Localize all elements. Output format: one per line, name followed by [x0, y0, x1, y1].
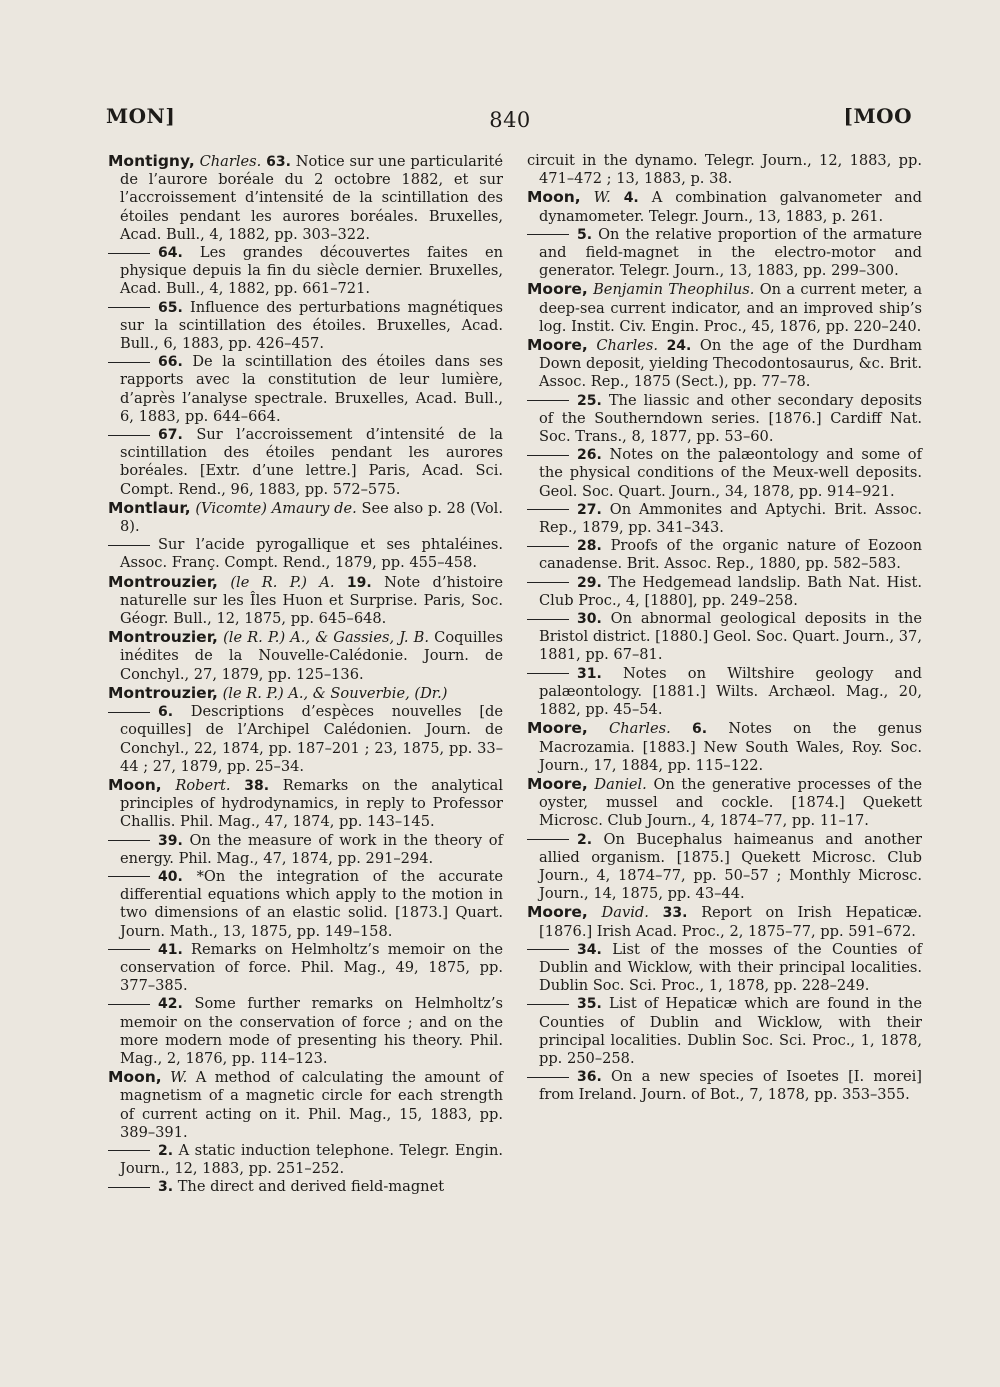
ditto-rule: [527, 1077, 569, 1078]
entry-text: On a new species of Isoetes [I. morei] from Ireland. Journ. of Bot., 7, 1878, pp. 353–355.: [539, 1068, 922, 1104]
entry-text: On Bucephalus haimeanus and another allied organism. [1875.] Quekett Microsc. Club Journ., 4, 1874–77, pp. 50–57 ; Monthly Microsc. Journ., 14, 1875, pp. 43–44.: [539, 830, 922, 903]
entry-text: On Ammonites and Aptychi. Brit. Assoc. Rep., 1879, pp. 341–343.: [539, 500, 923, 537]
author-entry: [527, 719, 922, 775]
author-given-name: (le R. P.) A., & Gassies, J. B.: [223, 629, 430, 647]
entry-text: Notes on the palæontology and some of the physical conditions of the Meux-well deposits. Geol. Soc. Quart. Journ., 34, 1878, pp. 914–921.: [539, 446, 922, 500]
entry-number: 39.: [158, 832, 183, 849]
ditto-rule: [108, 307, 150, 308]
entry-text: A combination galvanometer and dynamometer. Telegr. Journ., 13, 1883, p. 261.: [539, 189, 923, 225]
entry-text: On the generative processes of the oyster, mussel and cockle. [1874.] Quekett Microsc. Club Journ., 4, 1874–77, pp. 11–17.: [539, 775, 923, 830]
ditto-rule: [108, 545, 150, 546]
entry-number: 36.: [577, 1069, 602, 1086]
sub-entry: [108, 244, 503, 299]
entry-text: circuit in the dynamo. Telegr. Journ., 12, 1883, pp. 471–472 ; 13, 1883, p. 38.: [527, 152, 922, 188]
sub-entry: [527, 941, 922, 996]
ditto-rule: [108, 1004, 150, 1005]
entry-text: Notice sur une particularité de l’aurore boréale du 2 octobre 1882, et sur l’accroissement d’intensité de la scintillation des étoiles pendant les aurores boréales. Bruxelles, Acad. Bull., 4, 1882, pp. 303–322.: [120, 153, 504, 243]
ditto-rule: [108, 1187, 150, 1188]
ditto-rule: [527, 839, 569, 840]
ditto-rule: [527, 234, 569, 235]
author-given-name: Charles.: [199, 153, 262, 170]
author-entry: [108, 1068, 503, 1142]
author-entry: [108, 152, 503, 244]
entry-number: 35.: [577, 996, 602, 1013]
sub-entry: [108, 1178, 503, 1196]
sub-entry: [108, 1142, 503, 1178]
sub-entry: [527, 152, 922, 188]
entry-number: 33.: [662, 905, 688, 922]
ditto-rule: [108, 362, 150, 363]
author-surname: Moore,: [527, 280, 588, 299]
entry-number: 40.: [158, 868, 183, 885]
entry-number: 65.: [158, 299, 183, 316]
entry-number: 24.: [666, 338, 692, 355]
entry-text: Les grandes découvertes faites en physique depuis la fin du siècle dernier. Bruxelles, Acad. Bull., 4, 1882, pp. 661–721.: [120, 244, 503, 298]
entry-text: The Hedgemead landslip. Bath Nat. Hist. Club Proc., 4, [1880], pp. 249–258.: [539, 573, 922, 609]
entry-number: 6.: [158, 704, 174, 721]
author-entry: [527, 775, 922, 831]
author-surname: Moore,: [527, 903, 588, 922]
author-given-name: (le R. P.) A., & Souverbie, (Dr.): [222, 684, 448, 702]
entry-number: 2.: [158, 1142, 174, 1159]
author-surname: Moon,: [108, 775, 162, 794]
author-entry: [108, 499, 503, 536]
sub-entry: [108, 868, 503, 941]
author-entry: [527, 188, 922, 225]
ditto-rule: [108, 253, 150, 254]
sub-entry: [108, 536, 503, 572]
entry-text: Proofs of the organic nature of Eozoon canadense. Brit. Assoc. Rep., 1880, pp. 582–583.: [539, 537, 922, 573]
sub-entry: [108, 995, 503, 1068]
author-entry: [108, 573, 503, 629]
author-surname: Moon,: [108, 1068, 162, 1087]
ditto-rule: [527, 455, 569, 456]
entry-text: De la scintillation des étoiles dans ses rapports avec la constitution de leur lumière, d’après l’analyse spectrale. Bruxelles, Acad. Bull., 6, 1883, pp. 644–664.: [120, 353, 503, 425]
entry-text: Descriptions d’espèces nouvelles [de coquilles] de l’Archipel Calédonien. Journ. de Conchyl., 22, 1874, pp. 187–201 ; 23, 1875, pp. 33–44 ; 27, 1879, pp. 25–34.: [120, 703, 504, 775]
ditto-rule: [108, 840, 150, 841]
ditto-rule: [108, 712, 150, 713]
author-surname: Moore,: [527, 774, 588, 793]
entry-number: 3.: [158, 1179, 174, 1196]
ditto-rule: [527, 546, 569, 547]
author-given-name: (le R. P.) A.: [230, 573, 335, 591]
author-given-name: David.: [601, 904, 649, 922]
ditto-rule: [527, 582, 569, 583]
entry-text: Some further remarks on Helmholtz’s memoir on the conservation of force ; and on the more modern mode of presenting his theory. Phil. Mag., 2, 1876, pp. 114–123.: [120, 995, 503, 1067]
entry-text: *On the integration of the accurate differential equations which apply to the motion in two dimensions of an elastic solid. [1873.] Quart. Journ. Math., 13, 1875, pp. 149–158.: [120, 867, 504, 940]
author-given-name: (Vicomte) Amaury de.: [195, 499, 357, 517]
right-column: [527, 152, 922, 1105]
entry-number: 63.: [266, 154, 291, 170]
sub-entry: [527, 392, 922, 447]
sub-entry: [108, 832, 503, 868]
entry-number: 26.: [577, 447, 602, 464]
page-number: 840: [489, 108, 531, 132]
entry-number: 34.: [577, 941, 602, 958]
author-surname: Montrouzier,: [108, 683, 218, 702]
sub-entry: [108, 941, 503, 996]
entry-text: See also p. 28 (Vol. 8).: [120, 499, 503, 536]
ditto-rule: [108, 949, 150, 950]
author-entry: [527, 903, 922, 940]
entry-number: 38.: [244, 777, 270, 794]
sub-entry: [527, 574, 922, 610]
ditto-rule: [527, 673, 569, 674]
ditto-rule: [527, 949, 569, 950]
author-entry: [108, 684, 503, 703]
entry-number: 19.: [346, 574, 372, 591]
sub-entry: [108, 703, 503, 776]
author-given-name: Benjamin Theophilus.: [593, 281, 755, 299]
author-entry: [527, 336, 922, 392]
entry-text: Note d’histoire naturelle sur les Îles Huon et Surprise. Paris, Soc. Géogr. Bull., 12, 1875, pp. 645–648.: [120, 573, 504, 628]
entry-number: 28.: [577, 538, 602, 555]
entry-number: 29.: [577, 574, 602, 591]
author-surname: Montlaur,: [108, 498, 191, 517]
author-given-name: W.: [593, 189, 611, 207]
entry-number: 30.: [577, 611, 602, 628]
author-entry: [108, 628, 503, 684]
author-surname: Moon,: [527, 188, 581, 207]
entry-text: Coquilles inédites de la Nouvelle-Calédonie. Journ. de Conchyl., 27, 1879, pp. 125–136.: [120, 629, 503, 683]
entry-text: Notes on the genus Macrozamia. [1883.] New South Wales, Roy. Soc. Journ., 17, 1884, pp. 115–122.: [539, 720, 923, 774]
entry-text: Report on Irish Hepaticæ. [1876.] Irish Acad. Proc., 2, 1875–77, pp. 591–672.: [539, 904, 923, 940]
author-surname: Montrouzier,: [108, 572, 218, 591]
entry-text: Sur l’acide pyrogallique et ses phtaléines. Assoc. Franç. Compt. Rend., 1879, pp. 455–458.: [120, 536, 503, 572]
author-surname: Montigny,: [108, 152, 195, 170]
entry-text: Influence des perturbations magnétiques sur la scintillation des étoiles. Bruxelles, Acad. Bull., 6, 1883, pp. 426–457.: [120, 298, 503, 353]
entry-number: 31.: [577, 665, 602, 682]
entry-number: 6.: [692, 721, 708, 738]
entry-number: 2.: [577, 831, 593, 848]
author-given-name: Charles.: [596, 337, 659, 355]
entry-text: Remarks on Helmholtz’s memoir on the conservation of force. Phil. Mag., 49, 1875, pp. 377–385.: [120, 940, 503, 995]
entry-text: On the measure of work in the theory of energy. Phil. Mag., 47, 1874, pp. 291–294.: [120, 831, 503, 867]
sub-entry: [527, 226, 922, 281]
ditto-rule: [108, 1150, 150, 1151]
running-head-left: MON]: [106, 104, 176, 128]
entry-text: The liassic and other secondary deposits of the Southerndown series. [1876.] Cardiff Nat. Soc. Trans., 8, 1877, pp. 53–60.: [539, 391, 922, 446]
author-entry: [527, 280, 922, 336]
sub-entry: [527, 831, 922, 904]
author-surname: Montrouzier,: [108, 628, 218, 647]
sub-entry: [527, 1068, 922, 1104]
entry-text: On a current meter, a deep-sea current indicator, and an improved ship’s log. Instit. Civ. Engin. Proc., 45, 1876, pp. 220–240.: [539, 281, 923, 335]
entry-text: A static induction telephone. Telegr. Engin. Journ., 12, 1883, pp. 251–252.: [120, 1141, 503, 1178]
sub-entry: [527, 610, 922, 665]
author-entry: [108, 776, 503, 832]
entry-text: Remarks on the analytical principles of hydrodynamics, in reply to Professor Challis. Phil. Mag., 47, 1874, pp. 143–145.: [120, 776, 504, 831]
sub-entry: [527, 501, 922, 537]
entry-number: 5.: [577, 226, 593, 243]
author-given-name: Daniel.: [594, 775, 647, 793]
entry-text: List of Hepaticæ which are found in the Counties of Dublin and Wicklow, with their principal localities. Dublin Soc. Sci. Proc., 1, 1878, pp. 250–258.: [539, 995, 922, 1067]
ditto-rule: [527, 400, 569, 401]
entry-text: On abnormal geological deposits in the Bristol district. [1880.] Geol. Soc. Quart. Journ., 37, 1881, pp. 67–81.: [539, 610, 922, 664]
sub-entry: [527, 537, 922, 573]
entry-text: A method of calculating the amount of magnetism of a magnetic circle for each strength of current acting on it. Phil. Mag., 15, 1883, pp. 389–391.: [120, 1069, 504, 1141]
sub-entry: [527, 995, 922, 1068]
entry-text: The direct and derived field-magnet: [177, 1178, 445, 1196]
running-head-right: [MOO: [843, 104, 912, 128]
entry-text: Notes on Wiltshire geology and palæontology. [1881.] Wilts. Archæol. Mag., 20, 1882, pp. 45–54.: [539, 664, 922, 719]
entry-text: List of the mosses of the Counties of Dublin and Wicklow, with their principal localities. Dublin Soc. Sci. Proc., 1, 1878, pp. 228–249.: [539, 940, 922, 995]
entry-text: On the age of the Durdham Down deposit, yielding Thecodontosaurus, &c. Brit. Assoc. Rep., 1875 (Sect.), pp. 77–78.: [539, 337, 923, 391]
author-surname: Moore,: [527, 336, 588, 355]
ditto-rule: [527, 509, 569, 510]
entry-number: 66.: [158, 354, 183, 371]
author-given-name: Charles.: [609, 720, 671, 738]
ditto-rule: [527, 619, 569, 620]
entry-number: 25.: [577, 392, 602, 409]
entry-text: On the relative proportion of the armature and field-magnet in the electro-motor and generator. Telegr. Journ., 13, 1883, pp. 299–300.: [539, 225, 922, 280]
sub-entry: [527, 665, 922, 720]
entry-number: 41.: [158, 941, 183, 958]
entry-number: 4.: [623, 190, 639, 207]
sub-entry: [527, 446, 922, 501]
entry-number: 42.: [158, 996, 183, 1013]
entry-text: Sur l’accroissement d’intensité de la scintillation des étoiles pendant les aurores boréales. [Extr. d’une lettre.] Paris, Acad. Sci. Compt. Rend., 96, 1883, pp. 572–575.: [120, 426, 503, 498]
ditto-rule: [108, 876, 150, 877]
author-surname: Moore,: [527, 719, 588, 738]
entry-number: 27.: [577, 501, 602, 518]
sub-entry: [108, 299, 503, 354]
author-given-name: W.: [170, 1069, 188, 1087]
author-given-name: Robert.: [175, 776, 231, 794]
left-column: [108, 152, 503, 1197]
entry-number: 64.: [158, 245, 183, 262]
ditto-rule: [527, 1004, 569, 1005]
sub-entry: [108, 353, 503, 426]
sub-entry: [108, 426, 503, 499]
entry-number: 67.: [158, 427, 183, 444]
ditto-rule: [108, 435, 150, 436]
